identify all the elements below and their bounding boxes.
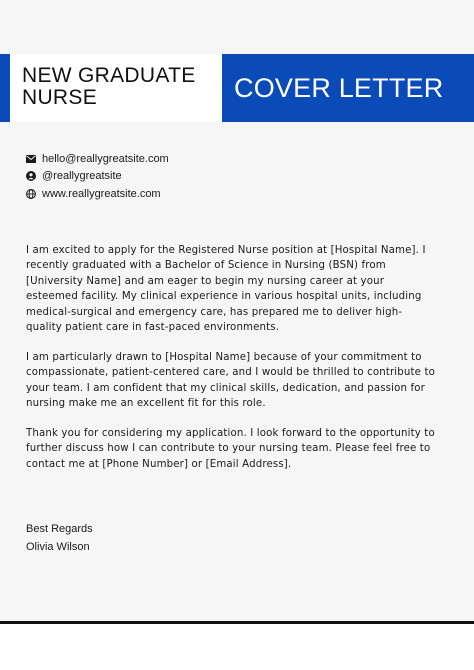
contact-handle[interactable]: @reallygreatsite: [42, 170, 122, 183]
contact-handle-row: [26, 168, 169, 186]
globe-icon: [26, 189, 42, 199]
letter-paragraph: I am particularly drawn to [Hospital Name] because of your commitment to compassionate, patient-centered care, and I would be thrilled to contribute to your team. I am confident that my clinical skills, dedication, and passion for nursing make me an excellent fit for this role.: [26, 351, 435, 410]
contact-email[interactable]: hello@reallygreatsite.com: [42, 152, 169, 165]
letter-body: [26, 243, 436, 487]
closing-salutation: Best Regards: [26, 523, 93, 535]
contact-list: [26, 150, 169, 203]
contact-email-row: [26, 150, 169, 168]
left-accent-bar: [0, 54, 10, 122]
contact-website[interactable]: www.reallygreatsite.com: [42, 187, 161, 200]
closing-block: [26, 521, 93, 556]
signer-name: Olivia Wilson: [26, 540, 90, 553]
user-circle-icon: [26, 171, 42, 181]
bottom-strip: [0, 624, 474, 670]
name-title: NEW GRADUATE NURSE: [22, 64, 196, 109]
envelope-icon: [26, 155, 42, 163]
document-title: COVER LETTER: [234, 73, 444, 103]
letter-paragraph: I am excited to apply for the Registered Nurse position at [Hospital Name]. I recently graduated with a Bachelor of Science in Nursing (BSN) from [University Name] and am eager to begin my nursing career at your esteemed facility. My clinical experience in various hospital units, including medical-surgical and emergency care, has prepared me to deliver high-quality patient care in fast-paced environments.: [26, 245, 426, 334]
letter-paragraph: Thank you for considering my application. I look forward to the opportunity to further discuss how I can contribute to your nursing team. Please feel free to contact me at [Phone Number] or [Email Address].: [26, 428, 435, 470]
contact-website-row: [26, 185, 169, 203]
